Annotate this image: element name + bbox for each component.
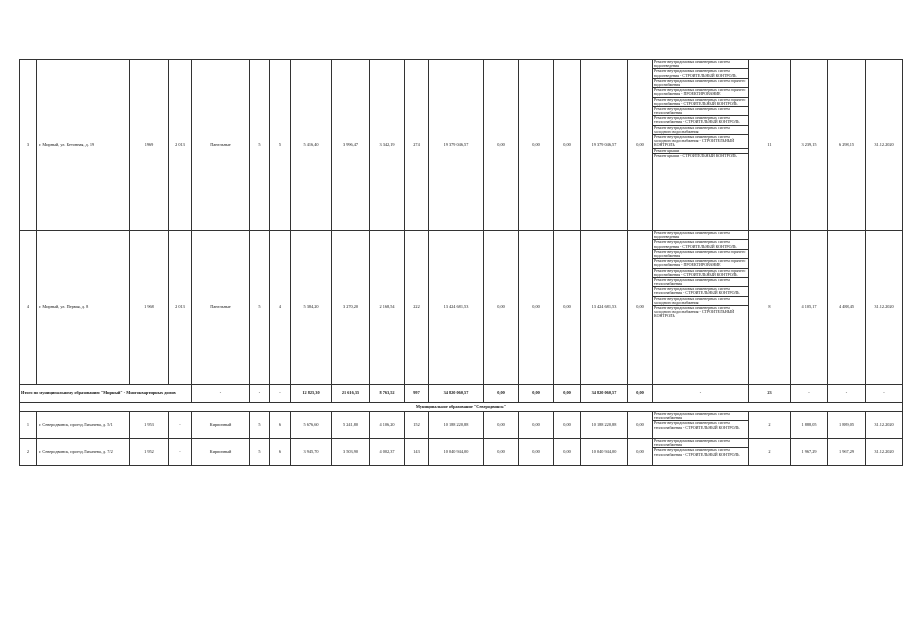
table-cell: 4 105,17 [791,231,828,385]
table-cell: Кирпичный [192,439,250,466]
table-cell: 31.12.2020 [866,412,903,439]
table-cell: - [169,439,192,466]
work-item: Ремонт внутридомовых инженерных систем горячего водоснабжения [653,79,748,88]
work-item: Ремонт внутридомовых инженерных систем холодного водоснабжения - СТРОИТЕЛЬНЫЙ КОНТРОЛЬ [654,305,735,319]
table-cell: 5 [250,60,270,231]
table-cell: 0,00 [519,231,554,385]
program-table [19,59,903,466]
table-cell: 1 967,29 [791,439,828,466]
table-cell: 31.12.2020 [866,439,903,466]
table-cell: 5 676,60 [291,412,332,439]
table-cell: 4 002,37 [370,439,405,466]
works-list [653,439,749,466]
work-item: Ремонт внутридомовых инженерных систем водоотведения [653,60,748,69]
table-cell: 5 [250,412,270,439]
table-cell: 11 [749,60,791,231]
table-cell: 19 379 046,57 [581,60,628,231]
table-cell: 0,00 [628,60,653,231]
table-cell: 5 [250,439,270,466]
table-cell: 10 188 220,88 [429,412,484,439]
work-item: Ремонт внутридомовых инженерных систем теплоснабжения [653,278,748,287]
table-cell: 12 825,30 [291,385,332,403]
table-body [20,60,903,466]
works-list [653,60,749,231]
table-row [20,231,903,385]
table-cell: 152 [405,412,429,439]
table-cell: Панельные [192,231,250,385]
table-cell: 2 [749,439,791,466]
table-row [20,412,903,439]
table-cell: 31.12.2020 [866,60,903,231]
table-cell: - [866,385,903,403]
table-row [20,439,903,466]
table-cell: - [791,385,828,403]
table-cell: 0,00 [519,60,554,231]
table-row [20,60,903,231]
table-cell: 4 488,45 [828,231,866,385]
work-item: Ремонт внутридомовых инженерных систем горячего водоснабжения - ПРОЕКТИРОВАНИЕ [653,259,748,268]
table-cell: 21 616,35 [332,385,370,403]
work-item: Ремонт внутридомовых инженерных систем теплоснабжения - СТРОИТЕЛЬНЫЙ КОНТРОЛЬ [654,447,740,457]
table-cell: 1 889,05 [828,412,866,439]
work-item: Ремонт внутридомовых инженерных систем теплоснабжения [653,439,748,448]
table-cell: 6 298,15 [828,60,866,231]
table-cell: 3 [20,60,37,231]
table-cell: г. Северодвинск, проезд Лихачева, д. 5/1 [37,412,130,439]
table-cell: 0,00 [554,439,581,466]
table-cell: 1 [20,412,37,439]
table-cell: г. Мирный, ул. Первая, д. 8 [37,231,130,385]
table-cell: 1969 [130,60,169,231]
table-cell: 0,00 [554,231,581,385]
work-item: Ремонт внутридомовых инженерных систем теплоснабжения [653,107,748,116]
works-list [653,231,749,385]
table-cell: 19 379 046,57 [429,60,484,231]
table-cell: - [169,412,192,439]
table-cell: 4 [20,231,37,385]
table-cell: 2 [20,439,37,466]
table-cell: 0,00 [519,412,554,439]
table-cell: 23 [749,385,791,403]
table-cell: 3 342,19 [370,60,405,231]
table-cell: 4 [270,231,291,385]
table-cell: 1 952 [130,439,169,466]
works-list [653,412,749,439]
table-cell: 1 888,05 [791,412,828,439]
table-cell: 13 424 681,53 [581,231,628,385]
table-cell: 0,00 [554,385,581,403]
table-cell: 0,00 [519,439,554,466]
table-cell: 2 013 [169,231,192,385]
table-cell: 5 384,20 [291,231,332,385]
table-cell: 0,00 [628,385,653,403]
table-cell: 1 953 [130,412,169,439]
table-cell: 3 996,47 [332,60,370,231]
total-label: Итого по муниципальному образованию "Мирный" - Многоквартирных домов [20,385,192,403]
table-cell: 5 [250,231,270,385]
table-cell: 1 968 [130,231,169,385]
work-item: Ремонт внутридомовых инженерных систем теплоснабжения - СТРОИТЕЛЬНЫЙ КОНТРОЛЬ [653,287,748,296]
work-item: Ремонт внутридомовых инженерных систем теплоснабжения - СТРОИТЕЛЬНЫЙ КОНТРОЛЬ [654,420,740,430]
table-cell: 4 106,20 [370,412,405,439]
table-cell: 0,00 [554,60,581,231]
table-cell: г. Северодвинск, проезд Лихачева, д. 7/2 [37,439,130,466]
table-cell: 5 416,40 [291,60,332,231]
table-cell: - [192,385,250,403]
table-cell: 10 188 220,88 [581,412,628,439]
table-cell: 34 820 060,57 [581,385,628,403]
work-item: Ремонт внутридомовых инженерных систем холодного водоснабжения [653,126,748,135]
table-cell: г. Мирный, ул. Бетонная, д. 19 [37,60,130,231]
table-cell: 3 270,20 [332,231,370,385]
table-cell: 0,00 [484,385,519,403]
table-cell: 0,00 [484,231,519,385]
work-item: Ремонт внутридомовых инженерных систем водоотведения - СТРОИТЕЛЬНЫЙ КОНТРОЛЬ [653,69,748,78]
table-cell: 3 239,15 [791,60,828,231]
work-item: Ремонт внутридомовых инженерных систем холодного водоснабжения [653,297,748,306]
table-cell: - [270,385,291,403]
table-cell: 6 [270,412,291,439]
table-cell: - [653,385,749,403]
table-cell: 2 013 [169,60,192,231]
table-cell: 3 503,90 [332,439,370,466]
table-cell: 0,00 [484,60,519,231]
table-cell: - [250,385,270,403]
work-item: Ремонт внутридомовых инженерных систем горячего водоснабжения [653,250,748,259]
work-item: Ремонт внутридомовых инженерных систем горячего водоснабжения - ПРОЕКТИРОВАНИЕ [653,88,748,97]
table-cell: 222 [405,231,429,385]
table-cell: 2 168,54 [370,231,405,385]
work-item: Ремонт крыши [653,149,748,154]
table-cell: 34 820 060,57 [429,385,484,403]
table-cell: 0,00 [519,385,554,403]
work-item: Ремонт внутридомовых инженерных систем теплоснабжения [653,412,748,421]
table-cell: 2 [749,412,791,439]
work-item: Ремонт крыши - СТРОИТЕЛЬНЫЙ КОНТРОЛЬ [654,152,737,158]
table-cell: 997 [405,385,429,403]
table-cell: 10 040 944,00 [429,439,484,466]
table-cell: 5 [270,60,291,231]
table-cell: 31.12.2020 [866,231,903,385]
table-cell: - [828,385,866,403]
table-cell: 0,00 [554,412,581,439]
work-item: Ремонт внутридомовых инженерных систем горячего водоснабжения - СТРОИТЕЛЬНЫЙ КОНТРОЛЬ [653,98,748,107]
table-cell: 0,00 [628,231,653,385]
table-cell: 143 [405,439,429,466]
table-cell: 5 241,80 [332,412,370,439]
table-cell: 274 [405,60,429,231]
section-header-row [20,403,903,412]
work-item: Ремонт внутридомовых инженерных систем теплоснабжения - СТРОИТЕЛЬНЫЙ КОНТРОЛЬ [653,116,748,125]
table-cell: Панельные [192,60,250,231]
work-item: Ремонт внутридомовых инженерных систем водоотведения - СТРОИТЕЛЬНЫЙ КОНТРОЛЬ [653,240,748,249]
total-row [20,385,903,403]
work-item: Ремонт внутридомовых инженерных систем горячего водоснабжения - СТРОИТЕЛЬНЫЙ КОНТРОЛЬ [653,269,748,278]
work-item: Ремонт внутридомовых инженерных систем холодного водоснабжения - СТРОИТЕЛЬНЫЙ КОНТРОЛЬ [653,135,748,149]
table-cell: 13 424 681,53 [429,231,484,385]
table-cell: 6 [270,439,291,466]
table-cell: 0,00 [484,412,519,439]
table-cell: 8 [749,231,791,385]
section-title: Муниципальное образование "Северодвинск" [20,403,903,412]
table-cell: 0,00 [484,439,519,466]
table-cell: 0,00 [628,439,653,466]
table-cell: 0,00 [628,412,653,439]
table-cell: 10 040 944,00 [581,439,628,466]
table-cell: 8 763,52 [370,385,405,403]
table-cell: Кирпичный [192,412,250,439]
work-item: Ремонт внутридомовых инженерных систем водоотведения [653,231,748,240]
table-cell: 3 945,70 [291,439,332,466]
table-cell: 1 967,29 [828,439,866,466]
